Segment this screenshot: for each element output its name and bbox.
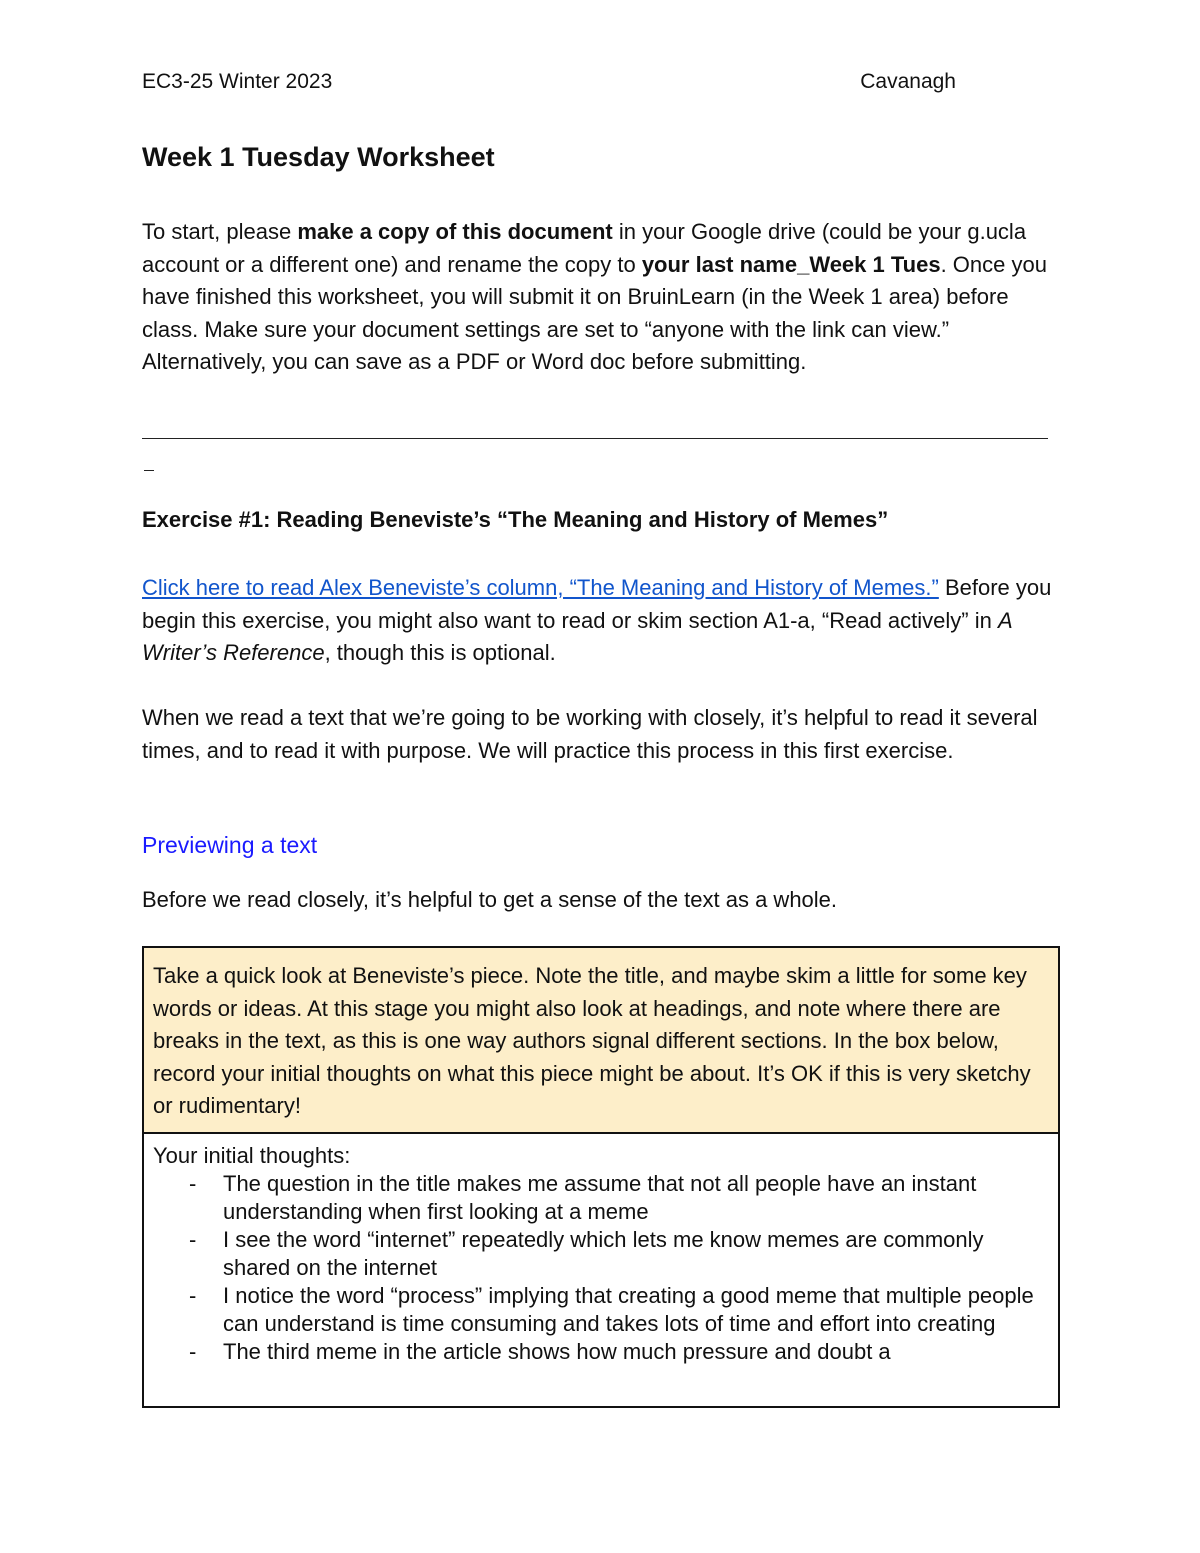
purpose-paragraph: When we read a text that we’re going to be working with closely, it’s helpful to read it several times, and to read it with purpose. We will practice this process in this first exercise.: [142, 705, 1038, 763]
intro-text-3: . Once you have finished this worksheet, you will submit it on BruinLearn (in the Week 1 area) before class. Make sure your document settings are set to “anyone with the link can view.” Alternatively, you can save as a PDF or Word doc before submitting.: [142, 251, 1047, 374]
divider-dash: [144, 470, 154, 471]
intro-bold-2: your last name_Week 1 Tues: [641, 251, 941, 277]
prompt-cell: Take a quick look at Beneviste’s piece. Note the title, and maybe skim a little for some key words or ideas. At this stage you might also look at headings, and note where there are breaks in the text, as this is one way authors signal different sections. In the box below, record your initial thoughts on what this piece might be about. It’s OK if this is very sketchy or rudimentary!: [144, 948, 1058, 1134]
reading-text-2: , though this is optional.: [324, 640, 556, 665]
list-item: [153, 1282, 1050, 1338]
instructor-name: Cavanagh: [860, 70, 956, 93]
section-subheading: Previewing a text: [142, 832, 318, 858]
list-item-text: The third meme in the article shows how much pressure and doubt a: [223, 1339, 891, 1364]
list-item: [153, 1170, 1050, 1226]
bullet-dash: -: [189, 1339, 197, 1364]
answer-cell[interactable]: [144, 1134, 1058, 1406]
article-link[interactable]: Click here to read Alex Beneviste’s column, “The Meaning and History of Memes.”: [142, 575, 939, 600]
intro-bold-1: make a copy of this document: [297, 219, 613, 244]
exercise-heading: Exercise #1: Reading Beneviste’s “The Meaning and History of Memes”: [142, 507, 889, 532]
bullet-dash: -: [189, 1227, 197, 1252]
thoughts-list: [153, 1170, 1050, 1366]
list-item-text: The question in the title makes me assume that not all people have an instant understanding when first looking at a meme: [223, 1171, 977, 1224]
intro-text-2: in your Google drive (could be your g.ucla account or a different one) and rename the copy to: [142, 219, 1027, 277]
answer-label: Your initial thoughts:: [153, 1143, 351, 1168]
bullet-dash: -: [189, 1171, 197, 1196]
page-header: [142, 70, 956, 100]
exercise-table: [142, 946, 1060, 1408]
worksheet-title: Week 1 Tuesday Worksheet: [142, 142, 495, 172]
list-item: [153, 1226, 1050, 1282]
bullet-dash: -: [189, 1283, 197, 1308]
intro-text-1: To start, please: [142, 219, 298, 244]
book-title: A Writer’s Reference: [142, 607, 1012, 665]
divider-line: [142, 438, 1048, 439]
list-item-text: I notice the word “process” implying that creating a good meme that multiple people can understand is time consuming and takes lots of time and effort into creating: [223, 1283, 1034, 1336]
preview-paragraph: Before we read closely, it’s helpful to get a sense of the text as a whole.: [142, 887, 838, 912]
list-item-text: I see the word “internet” repeatedly which lets me know memes are commonly shared on the internet: [223, 1227, 984, 1280]
horizontal-divider: [142, 412, 1050, 464]
course-label: EC3-25 Winter 2023: [142, 70, 333, 93]
reading-text-1: Before you begin this exercise, you might also want to read or skim section A1-a, “Read actively” in: [142, 575, 1052, 633]
intro-paragraph: [142, 216, 1062, 379]
reading-paragraph: [142, 572, 1057, 670]
list-item: [153, 1338, 1050, 1366]
